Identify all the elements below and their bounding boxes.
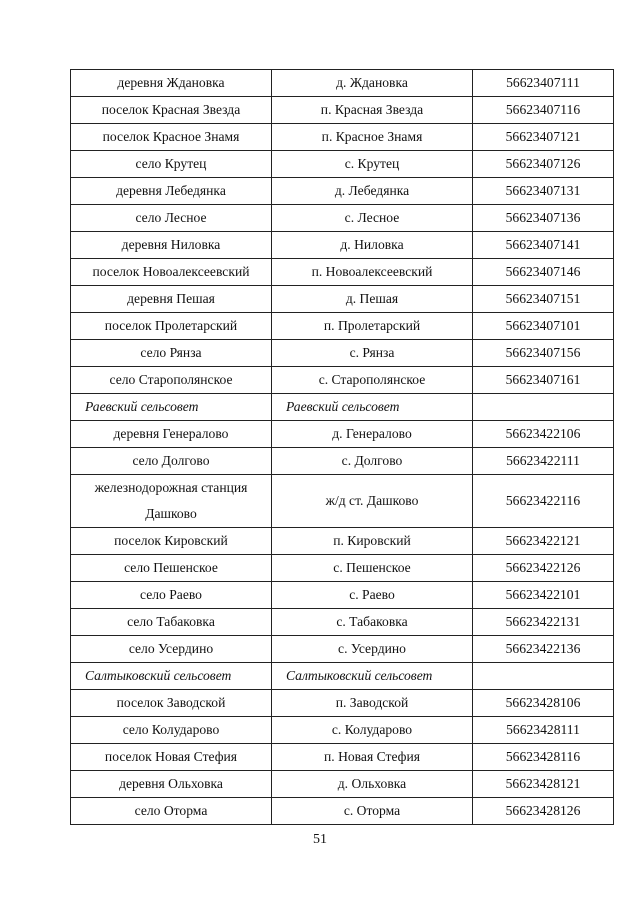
settlement-name: поселок Кировский [71,528,272,555]
table-row [71,286,614,313]
oktmo-code: 56623407116 [473,97,614,124]
section-title: Салтыковский сельсовет [71,663,272,690]
oktmo-code: 56623407126 [473,151,614,178]
oktmo-code: 56623428121 [473,771,614,798]
oktmo-code: 56623407156 [473,340,614,367]
oktmo-code: 56623407161 [473,367,614,394]
settlement-name: поселок Красное Знамя [71,124,272,151]
table-row [71,475,614,528]
settlement-name: село Крутец [71,151,272,178]
oktmo-code: 56623407136 [473,205,614,232]
settlement-name: село Оторма [71,798,272,825]
table-row [71,151,614,178]
table-row [71,690,614,717]
settlement-short-name: с. Табаковка [272,609,473,636]
settlement-short-name: д. Пешая [272,286,473,313]
section-title-short: Раевский сельсовет [272,394,473,421]
oktmo-code [473,394,614,421]
settlement-name: село Табаковка [71,609,272,636]
oktmo-code: 56623428126 [473,798,614,825]
oktmo-code: 56623407146 [473,259,614,286]
table-row [71,609,614,636]
oktmo-code: 56623422106 [473,421,614,448]
oktmo-code: 56623428106 [473,690,614,717]
settlement-name: поселок Красная Звезда [71,97,272,124]
settlement-short-name: с. Оторма [272,798,473,825]
settlement-short-name: с. Лесное [272,205,473,232]
table-row [71,178,614,205]
settlement-name: поселок Пролетарский [71,313,272,340]
table-row [71,528,614,555]
settlement-short-name: с. Пешенское [272,555,473,582]
oktmo-code: 56623422126 [473,555,614,582]
oktmo-code: 56623422131 [473,609,614,636]
settlement-short-name: с. Крутец [272,151,473,178]
oktmo-code: 56623407141 [473,232,614,259]
settlement-short-name: д. Ниловка [272,232,473,259]
oktmo-code [473,663,614,690]
table-row [71,744,614,771]
settlement-short-name: д. Лебедянка [272,178,473,205]
settlement-name: деревня Лебедянка [71,178,272,205]
table-row [71,771,614,798]
settlement-name: поселок Новоалексеевский [71,259,272,286]
table-row [71,582,614,609]
settlement-name: село Раево [71,582,272,609]
oktmo-code: 56623422101 [473,582,614,609]
settlement-short-name: п. Пролетарский [272,313,473,340]
oktmo-code: 56623422116 [473,475,614,528]
settlement-name: деревня Генералово [71,421,272,448]
table-row [71,421,614,448]
settlement-name: село Долгово [71,448,272,475]
table-row [71,232,614,259]
settlement-short-name: п. Красная Звезда [272,97,473,124]
section-row [71,663,614,690]
settlement-name: поселок Заводской [71,690,272,717]
table-row [71,313,614,340]
settlement-name: село Усердино [71,636,272,663]
oktmo-code: 56623422121 [473,528,614,555]
settlement-name: деревня Ольховка [71,771,272,798]
settlement-short-name: с. Старополянское [272,367,473,394]
settlement-name: деревня Пешая [71,286,272,313]
settlement-name: деревня Ниловка [71,232,272,259]
table-row [71,70,614,97]
settlement-short-name: д. Ждановка [272,70,473,97]
settlement-name: деревня Ждановка [71,70,272,97]
oktmo-code: 56623407101 [473,313,614,340]
settlement-short-name: п. Новая Стефия [272,744,473,771]
settlements-table [70,69,614,825]
settlement-short-name: д. Генералово [272,421,473,448]
settlement-short-name: с. Колударово [272,717,473,744]
table-row [71,97,614,124]
settlement-short-name: п. Новоалексеевский [272,259,473,286]
table-row [71,448,614,475]
table-row [71,205,614,232]
settlement-short-name: п. Кировский [272,528,473,555]
oktmo-code: 56623422136 [473,636,614,663]
settlement-short-name: д. Ольховка [272,771,473,798]
settlement-name: село Пешенское [71,555,272,582]
section-row [71,394,614,421]
page-number: 51 [313,832,327,847]
oktmo-code: 56623422111 [473,448,614,475]
settlement-short-name: п. Заводской [272,690,473,717]
table-row [71,798,614,825]
settlement-short-name: с. Долгово [272,448,473,475]
table-row [71,717,614,744]
settlement-name: село Лесное [71,205,272,232]
oktmo-code: 56623407111 [473,70,614,97]
table-row [71,636,614,663]
settlement-name: село Рянза [71,340,272,367]
settlement-short-name: с. Рянза [272,340,473,367]
table-body [71,70,614,825]
oktmo-code: 56623407151 [473,286,614,313]
settlement-short-name: ж/д ст. Дашково [272,475,473,528]
settlement-short-name: с. Усердино [272,636,473,663]
table-row [71,124,614,151]
section-title-short: Салтыковский сельсовет [272,663,473,690]
settlement-name: поселок Новая Стефия [71,744,272,771]
table-row [71,367,614,394]
settlement-name: село Колударово [71,717,272,744]
oktmo-code: 56623428111 [473,717,614,744]
oktmo-code: 56623407131 [473,178,614,205]
settlement-name: железнодорожная станция Дашково [71,475,272,528]
oktmo-code: 56623428116 [473,744,614,771]
table-row [71,340,614,367]
settlement-short-name: п. Красное Знамя [272,124,473,151]
settlement-name: село Старополянское [71,367,272,394]
table-row [71,259,614,286]
settlement-short-name: с. Раево [272,582,473,609]
section-title: Раевский сельсовет [71,394,272,421]
oktmo-code: 56623407121 [473,124,614,151]
table-row [71,555,614,582]
